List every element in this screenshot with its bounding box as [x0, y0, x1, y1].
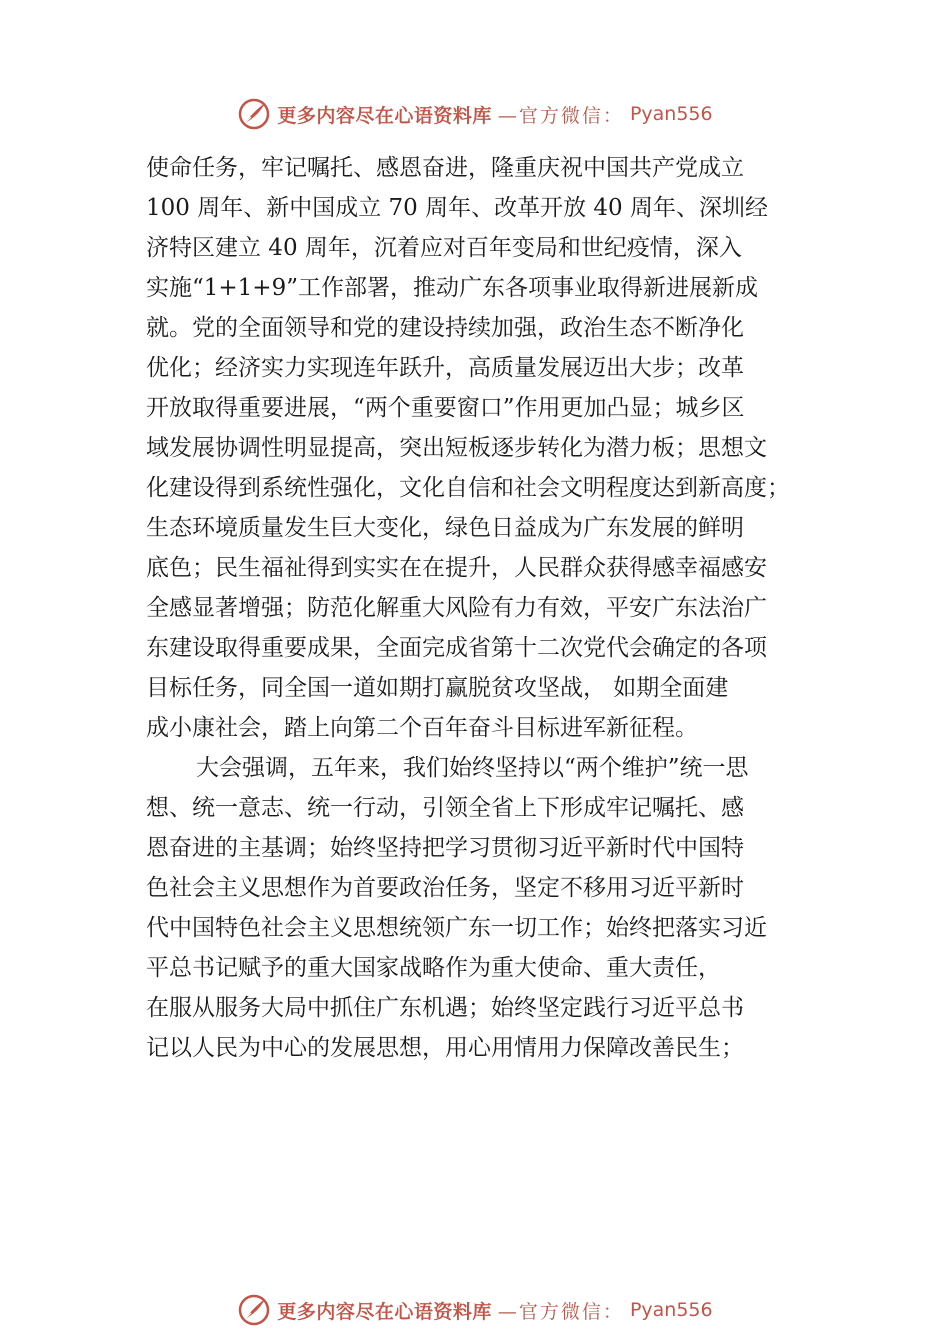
text-line: 东建设取得重要成果，全面完成省第十二次党代会确定的各项 [146, 635, 767, 661]
document-body [146, 148, 822, 1068]
text-line: 想、统一意志、统一行动，引领全省上下形成牢记嘱托、感 [146, 795, 744, 821]
text-line: 在服从服务大局中抓住广东机遇；始终坚定践行习近平总书 [146, 995, 744, 1021]
banner-wechat-id: Pyan556 [629, 103, 713, 125]
text-line: 优化；经济实力实现连年跃升，高质量发展迈出大步；改革 [146, 355, 744, 381]
banner-subtitle: —官方微信： [497, 104, 624, 127]
text-line: 济特区建立 40 周年，沉着应对百年变局和世纪疫情，深入 [146, 235, 742, 261]
text-line: 100 周年、新中国成立 70 周年、改革开放 40 周年、深圳经 [146, 195, 768, 221]
quill-logo-icon [237, 97, 271, 131]
footer-banner [0, 1290, 950, 1330]
quill-logo-icon [237, 1293, 271, 1327]
text-line: 开放取得重要进展，“两个重要窗口”作用更加凸显；城乡区 [146, 395, 745, 421]
paragraph-start-line: 大会强调，五年来，我们始终坚持以“两个维护”统一思 [196, 755, 749, 781]
text-line: 成小康社会，踏上向第二个百年奋斗目标进军新征程。 [146, 715, 698, 741]
text-line: 全感显著增强；防范化解重大风险有力有效，平安广东法治广 [146, 595, 767, 621]
text-line: 就。党的全面领导和党的建设持续加强，政治生态不断净化 [146, 315, 744, 341]
text-line: 色社会主义思想作为首要政治任务，坚定不移用习近平新时 [146, 875, 744, 901]
text-line: 记以人民为中心的发展思想，用心用情用力保障改善民生； [146, 1035, 744, 1061]
text-line: 域发展协调性明显提高，突出短板逐步转化为潜力板；思想文 [146, 435, 767, 461]
text-line: 平总书记赋予的重大国家战略作为重大使命、重大责任， [146, 955, 721, 981]
banner-title: 更多内容尽在心语资料库 [277, 104, 492, 127]
text-line: 恩奋进的主基调；始终坚持把学习贯彻习近平新时代中国特 [146, 835, 744, 861]
text-line: 化建设得到系统性强化，文化自信和社会文明程度达到新高度； [146, 475, 790, 501]
text-line: 生态环境质量发生巨大变化，绿色日益成为广东发展的鲜明 [146, 515, 744, 541]
banner-wechat-id: Pyan556 [629, 1299, 713, 1321]
banner-title: 更多内容尽在心语资料库 [277, 1300, 492, 1323]
banner-subtitle: —官方微信： [497, 1300, 624, 1323]
text-line: 代中国特色社会主义思想统领广东一切工作；始终把落实习近 [146, 915, 767, 941]
text-line: 使命任务，牢记嘱托、感恩奋进，隆重庆祝中国共产党成立 [146, 155, 744, 181]
header-banner [0, 94, 950, 134]
text-line: 目标任务，同全国一道如期打赢脱贫攻坚战， 如期全面建 [146, 675, 729, 701]
text-line: 底色；民生福祉得到实实在在提升，人民群众获得感幸福感安 [146, 555, 767, 581]
text-line: 实施“1+1+9”工作部署，推动广东各项事业取得新进展新成 [146, 275, 758, 301]
